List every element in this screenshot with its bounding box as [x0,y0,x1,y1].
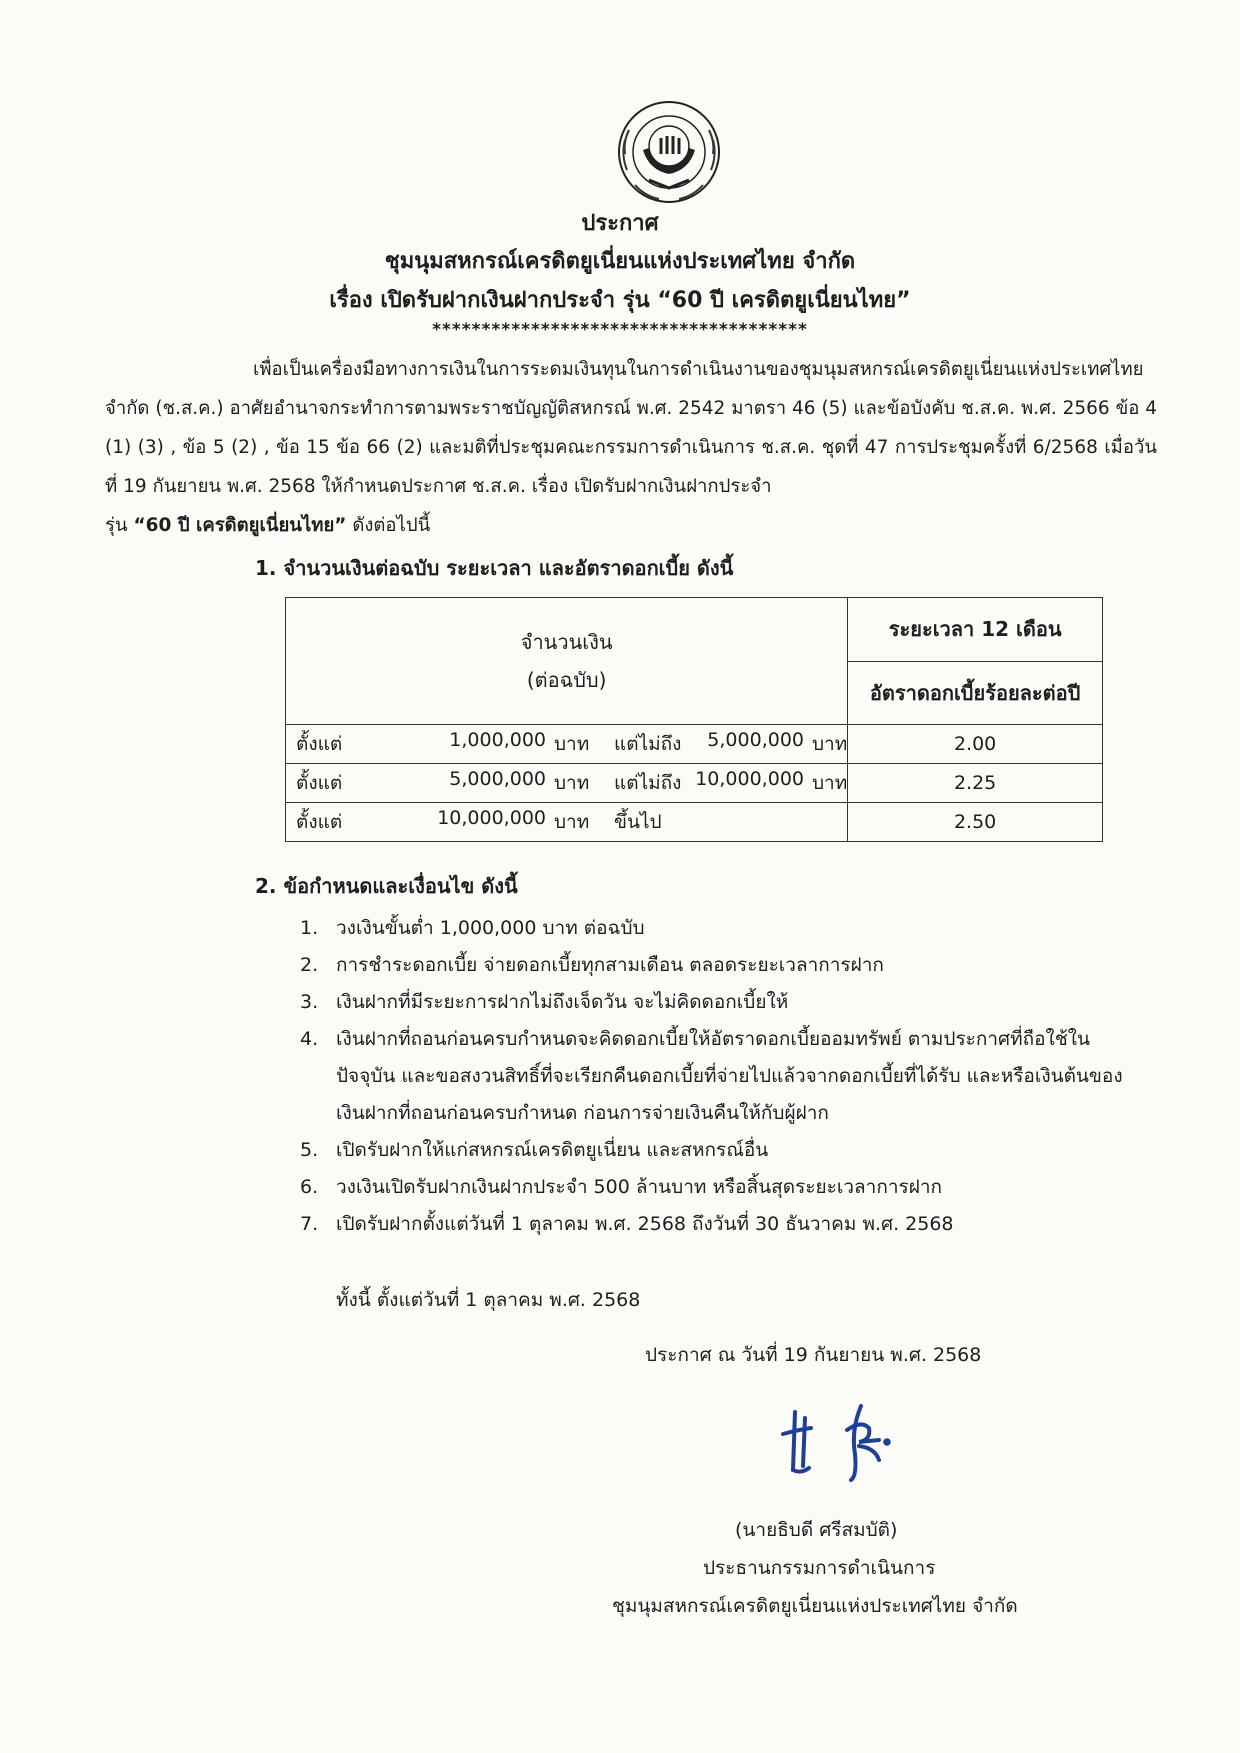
signer-title: ประธานกรรมการดำเนินการ [703,1557,936,1579]
list-item [300,947,1140,984]
item-number: 4. [300,1028,319,1050]
signer-name: (นายธิบดี ศรีสมบัติ) [735,1519,898,1541]
organization-heading: ชุมนุมสหกรณ์เครดิตยูเนี่ยนแห่งประเทศไทย จำกัด [384,249,856,274]
from-amount: 10,000,000 [437,807,546,829]
effective-date: ทั้งนี้ ตั้งแต่วันที่ 1 ตุลาคม พ.ศ. 2568 [336,1289,641,1311]
from-label: ตั้งแต่ [296,733,343,755]
list-item [300,910,1140,947]
to-label: ขึ้นไป [614,811,662,833]
item-text: วงเงินขั้นต่ำ 1,000,000 บาท ต่อฉบับ [336,917,645,939]
section-2-heading: 2. ข้อกำหนดและเงื่อนไข ดังนี้ [255,874,518,898]
doc-type-heading: ประกาศ [581,211,659,236]
list-item [300,984,1140,1021]
intro-end-suffix: ดังต่อไปนี้ [346,515,431,536]
item-text: เงินฝากที่ถอนก่อนครบกำหนดจะคิดดอกเบี้ยให้อัตราดอกเบี้ยออมทรัพย์ ตามประกาศที่ถือใช้ในปัจจุบัน และขอสงวนสิทธิ์ที่จะเรียกคืนดอกเบี้ยที่จ่ายไปแล้วจากดอกเบี้ยที่ได้รับ และหรือเงินต้นของเงินฝากที่ถอนก่อนครบกำหนด ก่อนการจ่ายเงินคืนให้กับผู้ฝาก [336,1028,1123,1124]
from-amount: 5,000,000 [449,768,546,790]
rate-value: 2.50 [848,803,1103,842]
from-label: ตั้งแต่ [296,772,343,794]
unit-label: บาท [812,772,848,794]
rate-table [285,597,1103,842]
table-row [286,764,1103,803]
to-label: แต่ไม่ถึง [614,733,682,755]
amount-header-line1: จำนวนเงิน [520,630,613,654]
item-number: 5. [300,1139,319,1161]
from-label: ตั้งแต่ [296,811,343,833]
item-text: วงเงินเปิดรับฝากเงินฝากประจำ 500 ล้านบาท หรือสิ้นสุดระยะเวลาการฝาก [336,1176,943,1198]
table-row [286,803,1103,842]
rate-header: อัตราดอกเบี้ยร้อยละต่อปี [848,661,1103,725]
item-number: 2. [300,954,319,976]
intro-paragraph [105,350,1157,545]
item-text: เปิดรับฝากตั้งแต่วันที่ 1 ตุลาคม พ.ศ. 2568 ถึงวันที่ 30 ธันวาคม พ.ศ. 2568 [336,1213,954,1235]
star-divider: ************************************** [432,320,808,340]
period-header: ระยะเวลา 12 เดือน [848,598,1103,662]
seal-logo-icon [615,100,723,205]
to-label: แต่ไม่ถึง [614,772,682,794]
list-item [300,1206,1140,1243]
rate-value: 2.00 [848,725,1103,764]
unit-label: บาท [554,811,590,833]
section-1-heading: 1. จำนวนเงินต่อฉบับ ระยะเวลา และอัตราดอกเบี้ย ดังนี้ [255,556,734,580]
item-number: 7. [300,1213,319,1235]
unit-label: บาท [812,733,848,755]
table-row [286,725,1103,764]
series-name: “60 ปี เครดิตยูเนี่ยนไทย” [133,515,347,536]
unit-label: บาท [554,772,590,794]
unit-label: บาท [554,733,590,755]
intro-end-prefix: รุ่น [105,515,134,536]
list-item [300,1021,1140,1132]
to-amount: 10,000,000 [695,768,804,790]
item-number: 3. [300,991,319,1013]
item-number: 6. [300,1176,319,1198]
amount-header-line2: (ต่อฉบับ) [526,668,607,692]
handwritten-signature-icon [775,1400,905,1485]
signer-organization: ชุมนุมสหกรณ์เครดิตยูเนี่ยนแห่งประเทศไทย จำกัด [612,1595,1018,1617]
item-number: 1. [300,917,319,939]
to-amount: 5,000,000 [707,729,804,751]
from-amount: 1,000,000 [449,729,546,751]
rate-value: 2.25 [848,764,1103,803]
item-text: เปิดรับฝากให้แก่สหกรณ์เครดิตยูเนี่ยน และสหกรณ์อื่น [336,1139,769,1161]
subject-heading: เรื่อง เปิดรับฝากเงินฝากประจำ รุ่น “60 ปี เครดิตยูเนี่ยนไทย” [329,288,911,313]
list-item [300,1169,1140,1206]
intro-text: เพื่อเป็นเครื่องมือทางการเงินในการระดมเงินทุนในการดำเนินงานของชุมนุมสหกรณ์เครดิตยูเนี่ยนแห่งประเทศไทย จำกัด (ช.ส.ค.) อาศัยอำนาจกระทำการตามพระราชบัญญัติสหกรณ์ พ.ศ. 2542 มาตรา 46 (5) และข้อบังคับ ช.ส.ค. พ.ศ. 2566 ข้อ 4 (1) (3) , ข้อ 5 (2) , ข้อ 15 ข้อ 66 (2) และมติที่ประชุมคณะกรรมการดำเนินการ ช.ส.ค. ชุดที่ 47 การประชุมครั้งที่ 6/2568 เมื่อวันที่ 19 กันยายน พ.ศ. 2568 ให้กำหนดประกาศ ช.ส.ค. เรื่อง เปิดรับฝากเงินฝากประจำ [105,359,1157,497]
conditions-list [300,910,1140,1243]
amount-header [286,598,848,725]
item-text: การชำระดอกเบี้ย จ่ายดอกเบี้ยทุกสามเดือน ตลอดระยะเวลาการฝาก [336,954,884,976]
announcement-date: ประกาศ ณ วันที่ 19 กันยายน พ.ศ. 2568 [645,1344,982,1366]
item-text: เงินฝากที่มีระยะการฝากไม่ถึงเจ็ดวัน จะไม่คิดดอกเบี้ยให้ [336,991,789,1013]
list-item [300,1132,1140,1169]
